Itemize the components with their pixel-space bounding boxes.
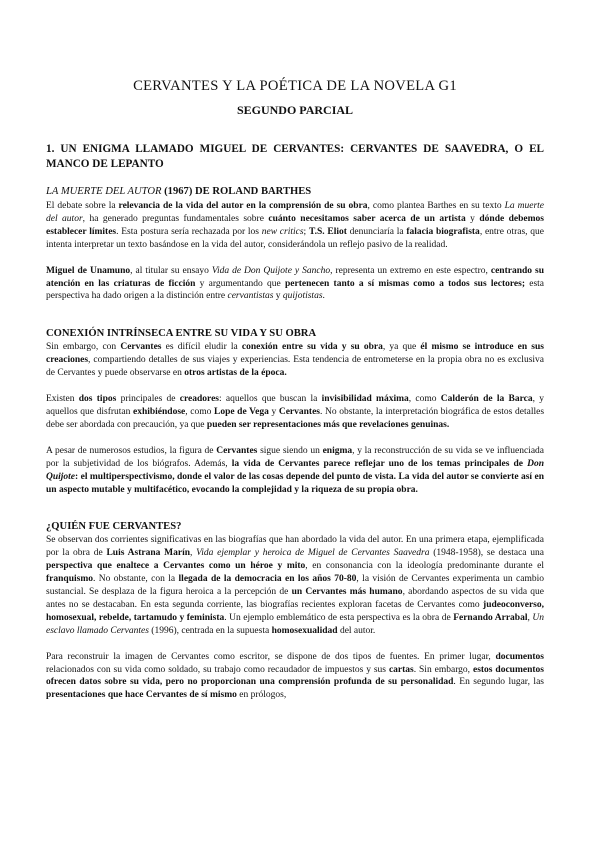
paragraph-barthes: El debate sobre la relevancia de la vida del autor en la comprensión de su obra, como plantea Barthes en su texto La muerte del autor, ha generado preguntas fundamentales sobre cuánto necesitamos saber acerca de un artista y dónde debemos establecer límites. Esta postura sería rechazada por los new critics; T.S. Eliot denunciaría la falacia biografista, entre otras, que intenta interpretar un texto basándose en la vida del autor, considerándola un reflejo pasivo de la realidad. (46, 201, 545, 250)
section-spacer (46, 316, 544, 327)
section-heading-quien-fue: ¿QUIÉN FUE CERVANTES? (46, 521, 182, 533)
section-heading-enigma: 1. UN ENIGMA LLAMADO MIGUEL DE CERVANTES: CERVANTES DE SAAVEDRA, O EL MANCO DE LEPANTO (46, 143, 544, 170)
document-title: CERVANTES Y LA POÉTICA DE LA NOVELA G1 (133, 78, 457, 94)
document-content (46, 78, 544, 715)
subheading-italic-title: LA MUERTE DEL AUTOR (46, 186, 162, 197)
paragraph-conexion-vida-obra: Sin embargo, con Cervantes es difícil eludir la conexión entre su vida y su obra, ya que él mismo se introduce en sus creaciones, compartiendo detalles de sus viajes y experiencias. Esta tendencia de entrometerse en la propia obra no es exclusiva de Cervantes y puede observarse en otros artistas de la época. (46, 342, 544, 379)
document-subtitle: SEGUNDO PARCIAL (236, 103, 354, 117)
paragraph-unamuno: Miguel de Unamuno, al titular su ensayo Vida de Don Quijote y Sancho, representa un extremo en este espectro, centrando su atención en las criaturas de ficción y argumentando que pertenecen tanto a sí mismas como a todos sus lectores; esta perspectiva ha dado origen a la distinción entre cervantistas y quijotistas. (46, 265, 545, 302)
paragraph-fuentes: Para reconstruir la imagen de Cervantes como escritor, se dispone de dos tipos de fuentes. En primer lugar, documentos relacionados con su vida como soldado, su trabajo como recaudador de impuestos y sus cartas. Sin embargo, estos documentos ofrecen datos sobre su vida, pero no proporcionan una comprensión profunda de su personalidad. En segundo lugar, las presentaciones que hace Cervantes de sí mismo en prólogos, (46, 651, 544, 701)
subheading-rest: (1967) DE ROLAND BARTHES (161, 186, 312, 197)
section-spacer (46, 509, 544, 520)
paragraph-enigma-multiperspectivismo: A pesar de numerosos estudios, la figura de Cervantes sigue siendo un enigma, y la reconstrucción de su vida se ve influenciada por la subjetividad de los biógrafos. Además, la vida de Cervantes parece reflejar uno de los temas principales de Don Quijote: el multiperspectivismo, donde el valor de las cosas depende del punto de vista. La vida del autor se convierte así en un aspecto mutable y multifacético, evocando la complejidad y la riqueza de su propia obra. (46, 445, 545, 495)
subheading-muerte-del-autor (46, 185, 544, 198)
paragraph-tipos-creadores: Existen dos tipos principales de creadores: aquellos que buscan la invisibilidad máxima, como Calderón de la Barca, y aquellos que disfrutan exhibiéndose, como Lope de Vega y Cervantes. No obstante, la interpretación biográfica de estos detalles debe ser abordada con precaución, ya que pueden ser representaciones más que revelaciones genuinas. (46, 394, 545, 430)
section-heading-conexion: CONEXIÓN INTRÍNSECA ENTRE SU VIDA Y SU OBRA (46, 328, 317, 340)
paragraph-corrientes-biograficas: Se observan dos corrientes significativas en las biografías que han abordado la vida del autor. En una primera etapa, ejemplificada por la obra de Luis Astrana Marín, Vida ejemplar y heroica de Miguel de Cervantes Saavedra (1948-1958), se destaca una perspectiva que enaltece a Cervantes como un héroe y mito, en consonancia con la ideología predominante durante el franquismo. No obstante, con la llegada de la democracia en los años 70-80, la visión de Cervantes experimenta un cambio sustancial. Se desplaza de la figura heroica a la percepción de un Cervantes más humano, abordando aspectos de su vida que antes no se destacaban. En esta segunda corriente, las biografías recientes exploran facetas de Cervantes como judeoconverso, homosexual, rebelde, tartamudo y feminista. Un ejemplo emblemático de esta perspectiva es la obra de Fernando Arrabal, Un esclavo llamado Cervantes (1996), centrada en la supuesta homosexualidad del autor. (46, 535, 545, 636)
